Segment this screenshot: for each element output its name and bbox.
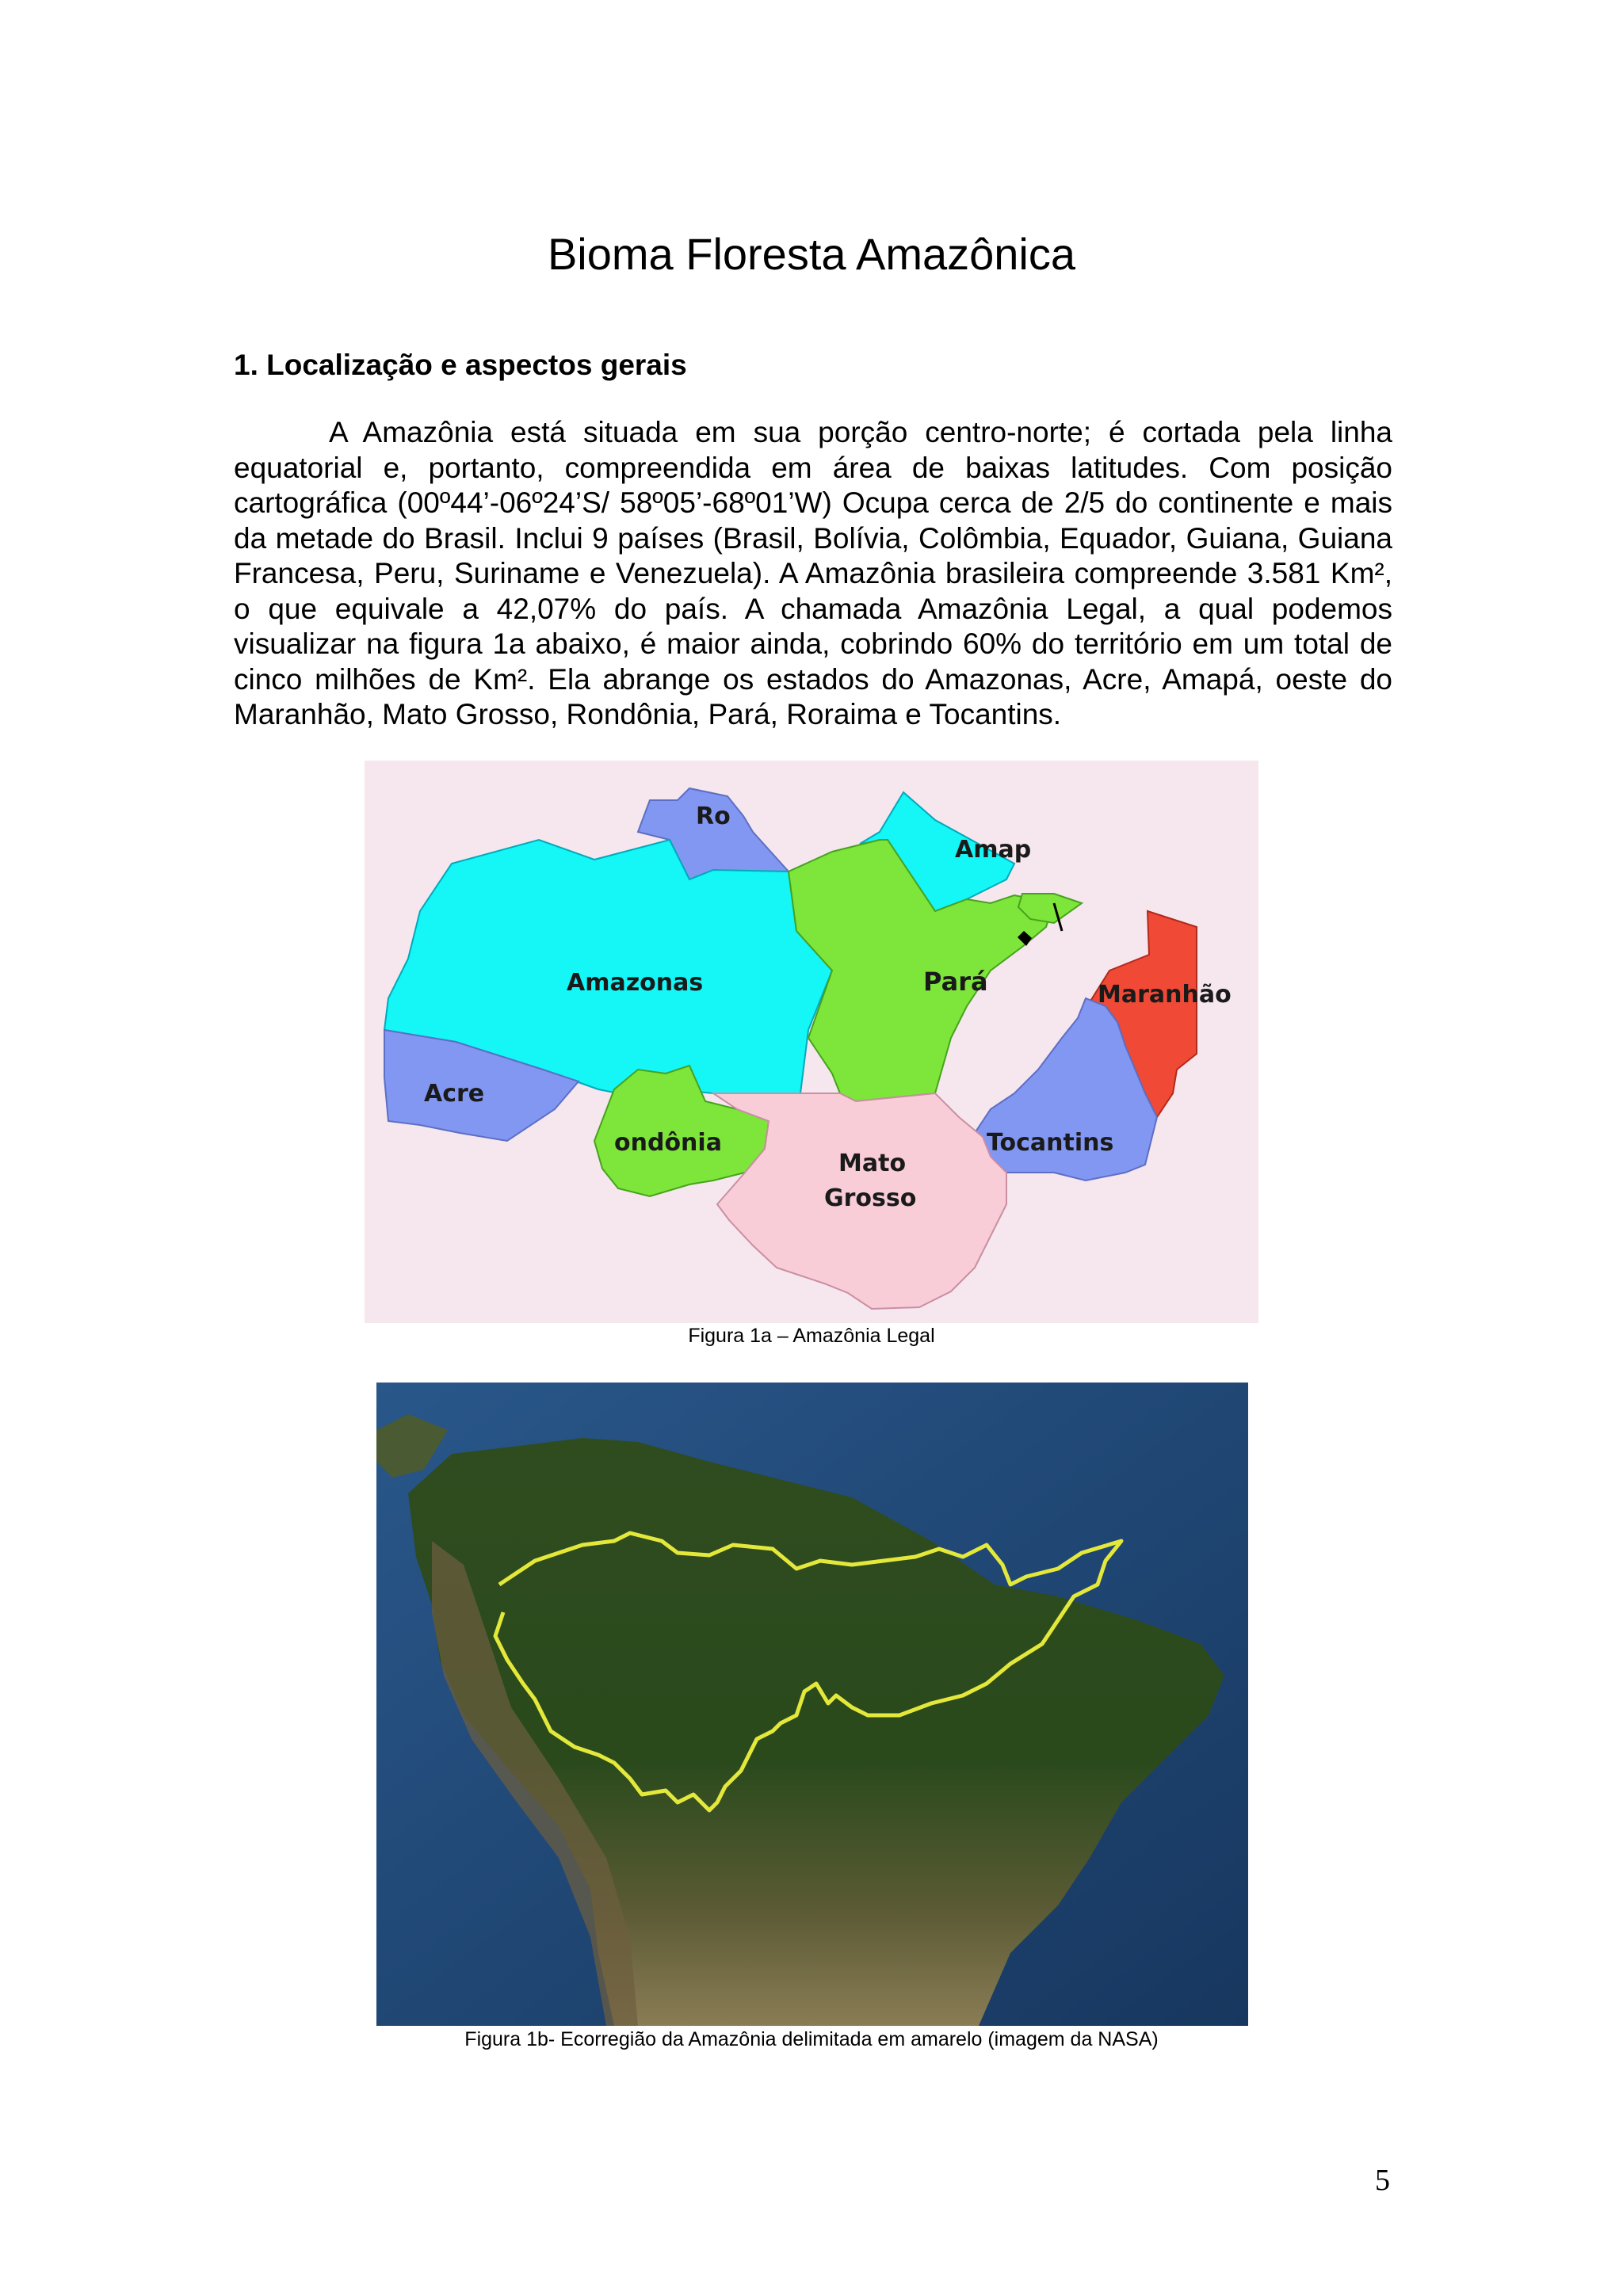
label-maranhao: Maranhão: [1098, 981, 1232, 1009]
label-amazonas: Amazonas: [567, 969, 704, 997]
body-paragraph: A Amazônia está situada em sua porção centro-norte; é cortada pela linha equatorial e, portanto, compreendida em área de baixas latitudes. Com posição cartográfica (00º44’-06º24’S/ 58º05’-68º01’W) Ocupa cerca de 2/5 do continente e mais da metade do Brasil. Inclui 9 países (Brasil, Bolívia, Colômbia, Equador, Guiana, Guiana Francesa, Peru, Suriname e Venezuela). A Amazônia brasileira compreende 3.581 Km², o que equivale a 42,07% do país. A chamada Amazônia Legal, a qual podemos visualizar na figura 1a abaixo, é maior ainda, cobrindo 60% do território em um total de cinco milhões de Km². Ela abrange os estados do Amazonas, Acre, Amapá, oeste do Maranhão, Mato Grosso, Rondônia, Pará, Roraima e Tocantins.: [234, 416, 1392, 730]
figure-1b-caption: Figura 1b- Ecorregião da Amazônia delimitada em amarelo (imagem da NASA): [464, 2028, 1159, 2050]
label-roraima: Ro: [696, 803, 731, 830]
label-acre: Acre: [424, 1080, 485, 1108]
figure-1b-satellite: [376, 1383, 1248, 2026]
label-rondonia: ondônia: [614, 1129, 722, 1157]
label-grosso: Grosso: [824, 1184, 917, 1212]
page-title: Bioma Floresta Amazônica: [547, 229, 1076, 279]
figure-1a-map: [365, 761, 1258, 1323]
page-number: 5: [1375, 2164, 1390, 2197]
section-heading: 1. Localização e aspectos gerais: [234, 349, 687, 381]
label-tocantins: Tocantins: [987, 1129, 1114, 1157]
label-mato: Mato: [838, 1150, 907, 1177]
label-para: Pará: [923, 967, 988, 997]
label-amapa: Amap: [955, 836, 1032, 864]
figure-1a-caption: Figura 1a – Amazônia Legal: [688, 1325, 935, 1347]
